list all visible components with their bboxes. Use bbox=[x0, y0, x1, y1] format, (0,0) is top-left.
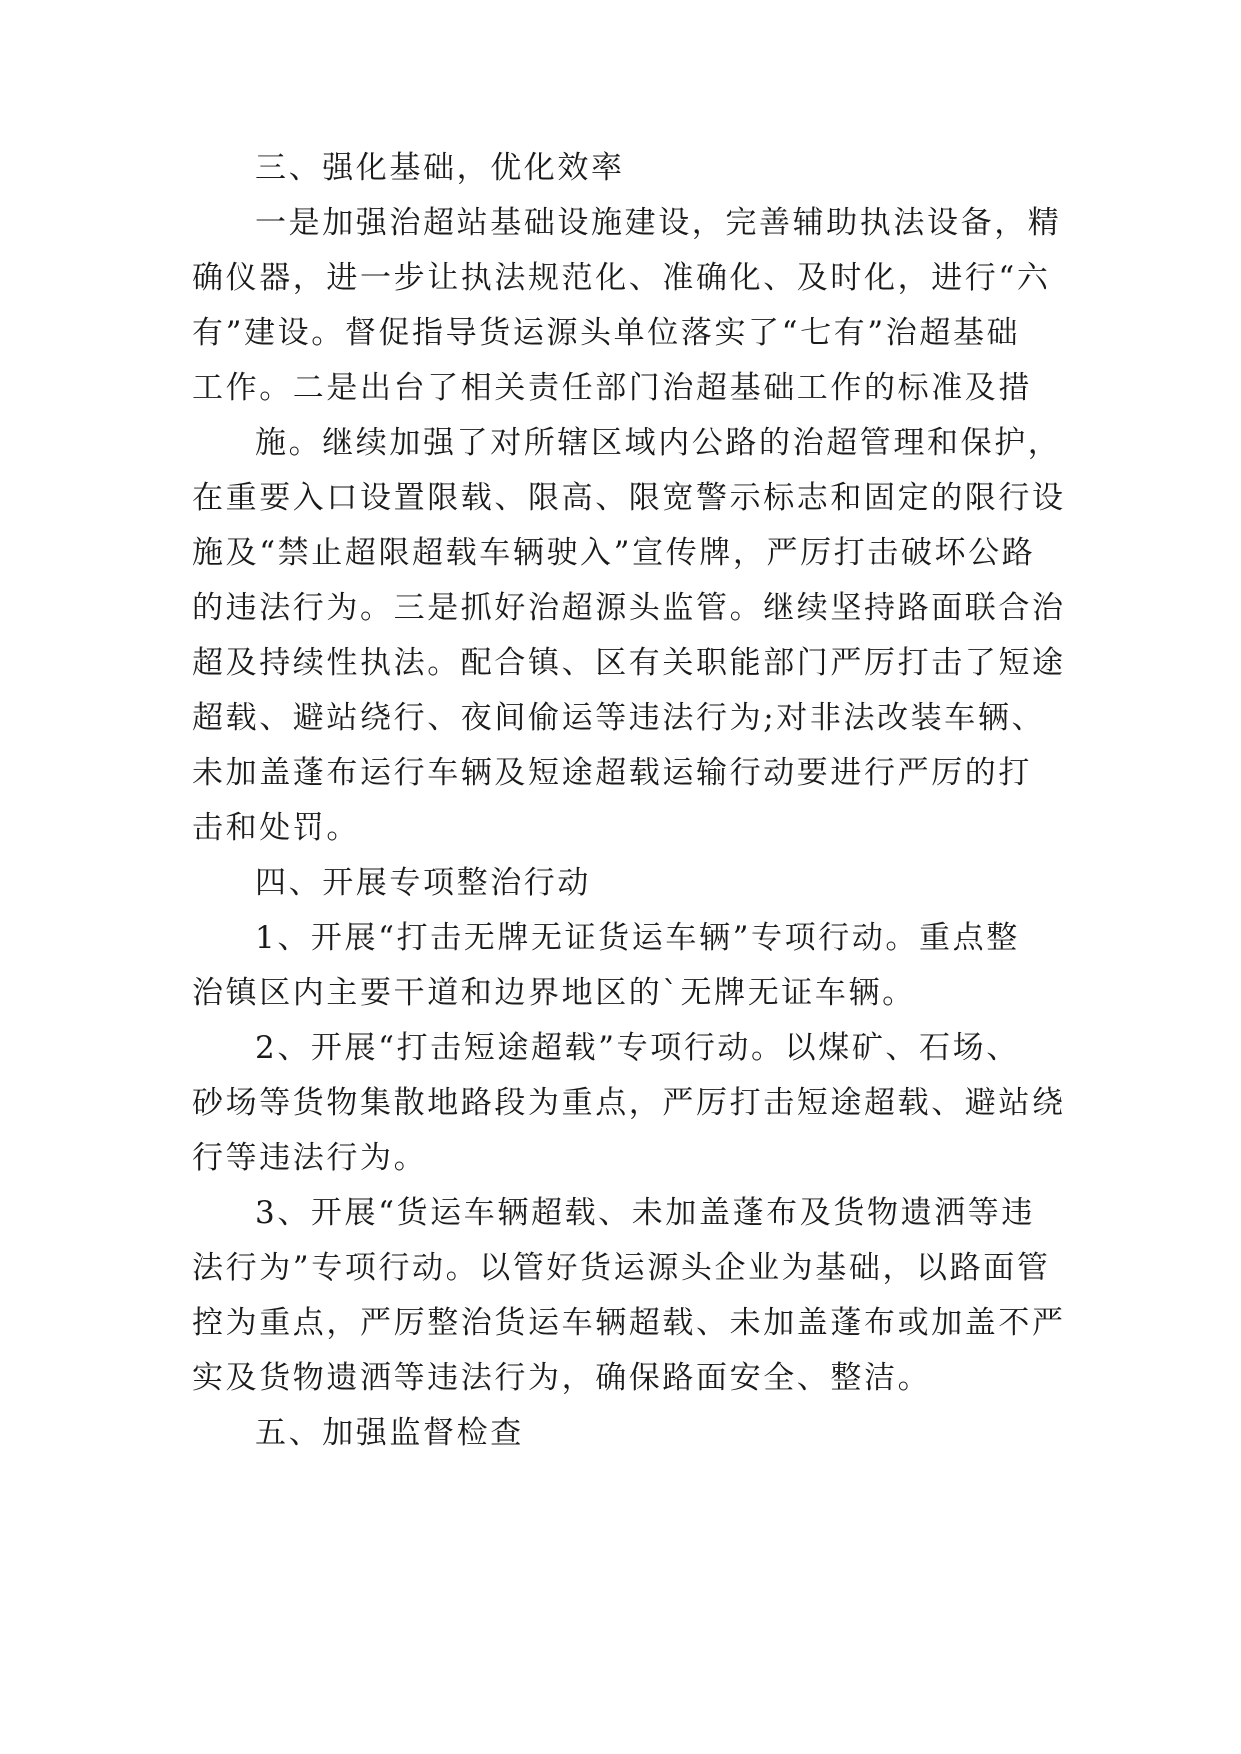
paragraph-line: 控为重点，严厉整治货运车辆超载、未加盖蓬布或加盖不严 bbox=[192, 1305, 1066, 1341]
paragraph-line: 在重要入口设置限载、限高、限宽警示标志和固定的限行设 bbox=[192, 480, 1066, 516]
section-heading-3: 三、强化基础，优化效率 bbox=[255, 150, 625, 186]
paragraph-line: 2、开展“打击短途超载”专项行动。以煤矿、石场、 bbox=[255, 1030, 1020, 1066]
paragraph-line: 法行为”专项行动。以管好货运源头企业为基础，以路面管 bbox=[192, 1250, 1051, 1286]
section-heading-4: 四、开展专项整治行动 bbox=[255, 865, 591, 901]
paragraph-line: 超及持续性执法。配合镇、区有关职能部门严厉打击了短途 bbox=[192, 645, 1066, 681]
paragraph-line: 行等违法行为。 bbox=[192, 1140, 428, 1176]
section-heading-5: 五、加强监督检查 bbox=[255, 1415, 524, 1451]
paragraph-line: 砂场等货物集散地路段为重点，严厉打击短途超载、避站绕 bbox=[192, 1085, 1066, 1121]
paragraph-line: 一是加强治超站基础设施建设，完善辅助执法设备，精 bbox=[255, 205, 1062, 241]
paragraph-line: 确仪器，进一步让执法规范化、准确化、及时化，进行“六 bbox=[192, 260, 1051, 296]
paragraph-line: 未加盖蓬布运行车辆及短途超载运输行动要进行严厉的打 bbox=[192, 755, 1032, 791]
paragraph-line: 有”建设。督促指导货运源头单位落实了“七有”治超基础 bbox=[192, 315, 1021, 351]
paragraph-line: 击和处罚。 bbox=[192, 810, 360, 846]
paragraph-line: 工作。二是出台了相关责任部门治超基础工作的标准及措 bbox=[192, 370, 1032, 406]
paragraph-line: 1、开展“打击无牌无证货运车辆”专项行动。重点整 bbox=[255, 920, 1020, 956]
paragraph-line: 3、开展“货运车辆超载、未加盖蓬布及货物遗洒等违 bbox=[255, 1195, 1035, 1231]
paragraph-line: 的违法行为。三是抓好治超源头监管。继续坚持路面联合治 bbox=[192, 590, 1066, 626]
paragraph-line: 治镇区内主要干道和边界地区的`无牌无证车辆。 bbox=[192, 975, 916, 1011]
paragraph-line: 施。继续加强了对所辖区域内公路的治超管理和保护， bbox=[255, 425, 1062, 461]
paragraph-line: 超载、避站绕行、夜间偷运等违法行为;对非法改装车辆、 bbox=[192, 700, 1046, 736]
paragraph-line: 施及“禁止超限超载车辆驶入”宣传牌，严厉打击破坏公路 bbox=[192, 535, 1036, 571]
paragraph-line: 实及货物遗洒等违法行为，确保路面安全、整洁。 bbox=[192, 1360, 932, 1396]
